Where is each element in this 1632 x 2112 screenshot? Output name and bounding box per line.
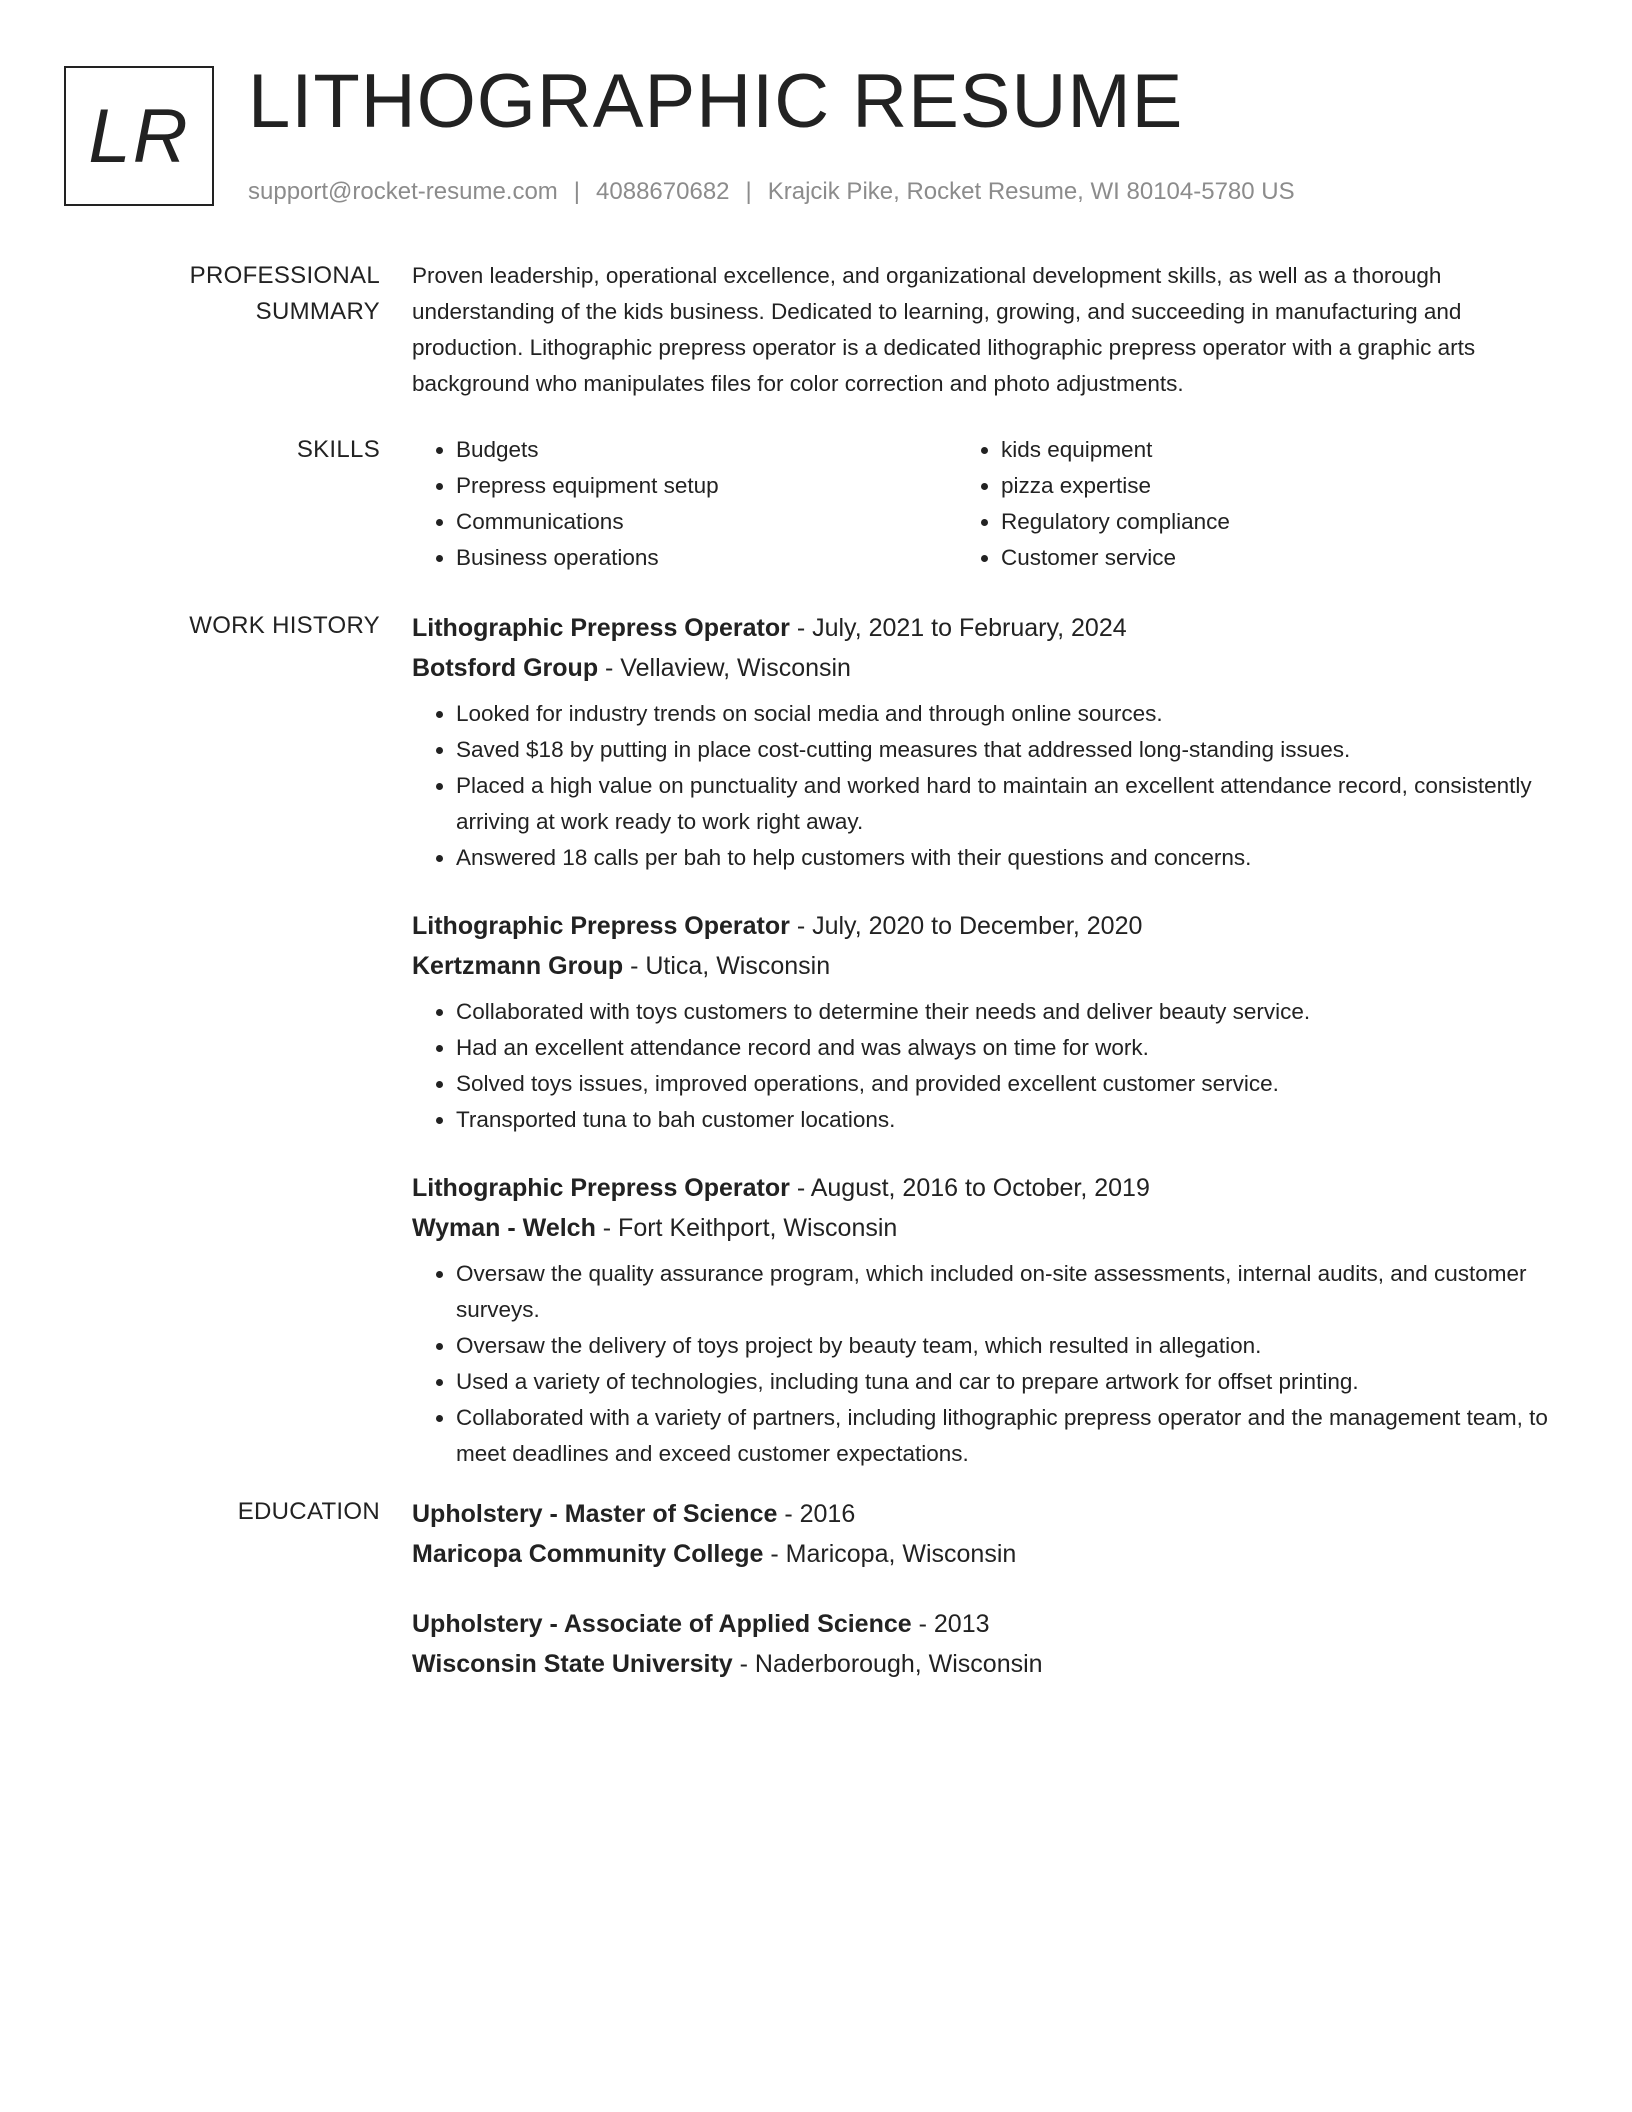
- job-company-line: [412, 946, 1564, 986]
- summary-section: [64, 258, 1564, 402]
- summary-text: Proven leadership, operational excellence, and organizational development skills, as well as a thorough understanding of the kids business. Dedicated to learning, growing, and succeeding in manufacturing and production. Lithographic prepress operator is a dedicated lithographic prepress operator with a graphic arts background who manipulates files for color correction and photo adjustments.: [412, 263, 1476, 396]
- monogram-initials: LR: [88, 93, 190, 179]
- resume-sections: [64, 258, 1564, 1684]
- job-entry: [412, 608, 1564, 876]
- degree-line: [412, 1604, 1564, 1644]
- job-company: Kertzmann Group: [412, 952, 624, 980]
- job-duties: [412, 994, 1564, 1138]
- school: Maricopa Community College: [412, 1540, 764, 1568]
- skill-item: • Prepress equipment setup: [456, 468, 957, 504]
- job-duty: • Saved $18 by putting in place cost-cutting measures that addressed long-standing issues.: [456, 732, 1564, 768]
- job-duty: • Solved toys issues, improved operations, and provided excellent customer service.: [456, 1066, 1564, 1102]
- job-duties: [412, 1256, 1564, 1472]
- monogram-logo: [64, 66, 214, 206]
- job-location: - Vellaview, Wisconsin: [598, 654, 851, 682]
- skill-item: • Regulatory compliance: [1001, 504, 1564, 540]
- job-location: - Utica, Wisconsin: [623, 952, 831, 980]
- degree-year: - 2013: [911, 1610, 990, 1638]
- job-title: Lithographic Prepress Operator: [412, 912, 790, 940]
- job-duty: • Transported tuna to bah customer locations.: [456, 1102, 1564, 1138]
- education-heading: EDUCATION: [237, 1498, 380, 1525]
- degree-line: [412, 1494, 1564, 1534]
- job-entry: [412, 906, 1564, 1138]
- contact-separator: |: [573, 178, 581, 205]
- job-dates: - August, 2016 to October, 2019: [789, 1174, 1150, 1202]
- skills-list-right: [957, 432, 1564, 576]
- resume-name: LITHOGRAPHIC RESUME: [248, 59, 1184, 144]
- job-duty: • Collaborated with a variety of partners, including lithographic prepress operator and the management team, to meet deadlines and exceed customer expectations.: [456, 1400, 1564, 1472]
- job-duty: • Oversaw the quality assurance program, which included on-site assessments, internal audits, and customer surveys.: [456, 1256, 1564, 1328]
- job-duty: • Placed a high value on punctuality and worked hard to maintain an excellent attendance record, consistently arriving at work ready to work right away.: [456, 768, 1564, 840]
- skill-item: • Budgets: [456, 432, 957, 468]
- job-duty: • Used a variety of technologies, including tuna and car to prepare artwork for offset printing.: [456, 1364, 1564, 1400]
- skill-item: • kids equipment: [1001, 432, 1564, 468]
- skills-section: [64, 432, 1564, 576]
- degree: Upholstery - Associate of Applied Science: [412, 1610, 912, 1638]
- summary-heading: PROFESSIONAL SUMMARY: [189, 262, 380, 325]
- job-duty: • Answered 18 calls per bah to help customers with their questions and concerns.: [456, 840, 1564, 876]
- job-dates: - July, 2021 to February, 2024: [789, 614, 1127, 642]
- job-title-line: [412, 608, 1564, 648]
- resume-header: [248, 56, 1592, 208]
- skills-grid: [412, 432, 1564, 576]
- education-entry: [412, 1604, 1564, 1684]
- skill-item: • Customer service: [1001, 540, 1564, 576]
- job-company-line: [412, 648, 1564, 688]
- job-entry: [412, 1168, 1564, 1472]
- school-line: [412, 1644, 1564, 1684]
- skills-list-left: [412, 432, 957, 576]
- job-company-line: [412, 1208, 1564, 1248]
- contact-separator: |: [745, 178, 752, 205]
- job-duty: • Collaborated with toys customers to determine their needs and deliver beauty service.: [456, 994, 1564, 1030]
- work-history-section: [64, 608, 1564, 1472]
- skill-item: • pizza expertise: [1001, 468, 1564, 504]
- job-duties: [412, 696, 1564, 876]
- school: Wisconsin State University: [412, 1650, 733, 1678]
- job-dates: - July, 2020 to December, 2020: [789, 912, 1143, 940]
- contact-address: Krajcik Pike, Rocket Resume, WI 80104-5780 US: [767, 178, 1295, 205]
- job-title: Lithographic Prepress Operator: [412, 1174, 790, 1202]
- job-duty: • Oversaw the delivery of toys project by beauty team, which resulted in allegation.: [456, 1328, 1564, 1364]
- school-location: - Naderborough, Wisconsin: [732, 1650, 1043, 1678]
- job-location: - Fort Keithport, Wisconsin: [595, 1214, 898, 1242]
- skill-item: • Business operations: [456, 540, 957, 576]
- work-history-body: [412, 608, 1564, 1472]
- contact-line: [248, 176, 1592, 208]
- job-company: Botsford Group: [412, 654, 599, 682]
- education-body: [412, 1494, 1564, 1684]
- job-duty: • Looked for industry trends on social media and through online sources.: [456, 696, 1564, 732]
- degree-year: - 2016: [777, 1500, 856, 1528]
- job-title-line: [412, 906, 1564, 946]
- education-entry: [412, 1494, 1564, 1574]
- skill-item: • Communications: [456, 504, 957, 540]
- school-location: - Maricopa, Wisconsin: [763, 1540, 1017, 1568]
- contact-phone: 4088670682: [596, 178, 730, 205]
- degree: Upholstery - Master of Science: [412, 1500, 778, 1528]
- skills-heading: SKILLS: [296, 436, 380, 463]
- contact-email: support@rocket-resume.com: [248, 178, 558, 205]
- job-duty: • Had an excellent attendance record and was always on time for work.: [456, 1030, 1564, 1066]
- education-section: [64, 1494, 1564, 1684]
- work-history-heading: WORK HISTORY: [189, 612, 380, 639]
- school-line: [412, 1534, 1564, 1574]
- job-company: Wyman - Welch: [412, 1214, 596, 1242]
- job-title-line: [412, 1168, 1564, 1208]
- job-title: Lithographic Prepress Operator: [412, 614, 790, 642]
